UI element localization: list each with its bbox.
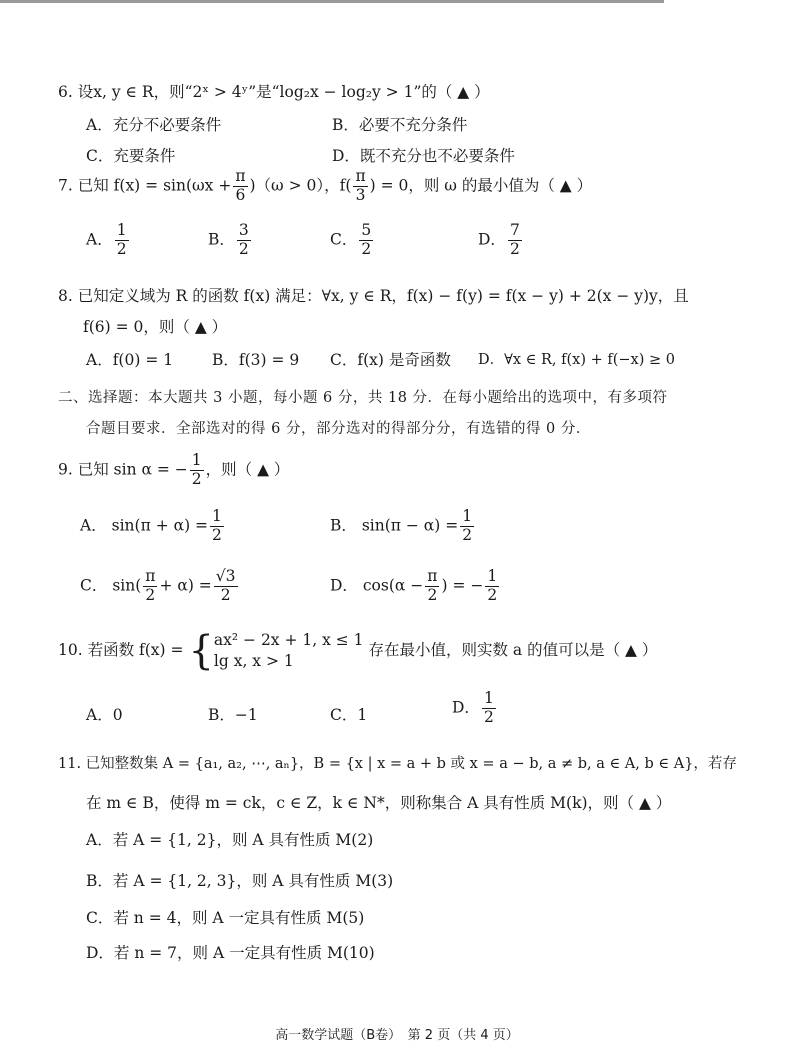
fraction-numerator: π (427, 567, 438, 585)
stem-part: 已知 f(x) = sin(ωx + (77, 176, 232, 195)
option-label: A． (80, 516, 107, 535)
q6-option-a: A．充分不必要条件 (86, 116, 222, 134)
q8-option-c: C．f(x) 是奇函数 (330, 351, 451, 369)
option-expression: cos(α − (362, 576, 424, 595)
question-10-stem (58, 627, 658, 674)
q9-option-a (80, 508, 226, 545)
fraction (425, 568, 439, 605)
stem-part: ) = 0，则 ω 的最小值为（ ▲ ） (369, 176, 593, 195)
stem-part: )（ω > 0），f( (249, 176, 352, 195)
fraction-denominator: 2 (116, 239, 127, 258)
piecewise-definition (214, 630, 364, 672)
question-number: 11. (58, 756, 82, 772)
q10-option-a (86, 703, 123, 725)
fraction-denominator: 2 (483, 707, 494, 726)
fraction-numerator: π (235, 167, 246, 185)
q8-option-d: D．∀x ∈ R, f(x) + f(−x) ≥ 0 (478, 352, 675, 368)
question-number: 10. (58, 640, 83, 659)
question-text: 设x, y ∈ R，则“2ˣ > 4ʸ”是“log₂x − log₂y > 1”的（ ▲ ） (77, 83, 490, 101)
q11-option-c: C．若 n = 4，则 A 一定具有性质 M(5) (86, 909, 365, 927)
question-number: 6. (58, 83, 73, 101)
fraction-numerator: 1 (462, 507, 473, 525)
option-expression: sin(π + α) = (111, 516, 209, 535)
option-expression: sin( (112, 576, 142, 595)
fraction-numerator: √3 (215, 567, 236, 585)
q6-option-b: B．必要不充分条件 (332, 116, 468, 134)
fraction (143, 568, 157, 605)
q6-option-c: C．充要条件 (86, 147, 176, 165)
q9-option-d (330, 568, 501, 605)
question-8-stem-line2: f(6) = 0，则（ ▲ ） (83, 318, 228, 336)
fraction (353, 168, 367, 205)
fraction-numerator: π (145, 567, 156, 585)
fraction (233, 168, 247, 205)
option-label: B． (208, 706, 235, 724)
fraction-denominator: 6 (235, 185, 246, 204)
fraction-numerator: 1 (483, 689, 494, 707)
q9-option-b (330, 508, 476, 545)
fraction-numerator: 1 (191, 451, 202, 469)
q10-option-b (208, 703, 258, 725)
option-expression: + α) = (159, 576, 212, 595)
piece-2: lg x, x > 1 (213, 651, 294, 670)
fraction-numerator: 5 (361, 221, 372, 239)
fraction (115, 222, 129, 259)
fraction (190, 452, 204, 489)
fraction-denominator: 2 (220, 585, 231, 604)
question-6-stem (58, 80, 490, 102)
stem-part: 若函数 f(x) = (87, 640, 184, 659)
page-footer: 高一数学试题（B卷） 第 2 页（共 4 页） (275, 1028, 519, 1043)
fraction-denominator: 2 (212, 525, 222, 544)
section-2-heading: 二、选择题：本大题共 3 小题，每小题 6 分，共 18 分．在每小题给出的选项中，有多项符 (58, 390, 668, 406)
q7-option-c (330, 222, 375, 259)
fraction-denominator: 2 (238, 239, 249, 258)
section-2-instructions: 合题目要求．全部选对的得 6 分，部分选对的得部分分，有选错的得 0 分． (86, 421, 591, 437)
fraction-denominator: 2 (427, 585, 438, 604)
option-label: B． (208, 230, 235, 249)
fraction-numerator: π (355, 167, 366, 185)
fraction (359, 222, 373, 259)
q8-option-a: A．f(0) = 1 (86, 351, 174, 369)
left-brace: { (188, 627, 214, 674)
fraction-numerator: 1 (212, 507, 222, 525)
question-text: 已知整数集 A = {a₁, a₂, ⋯, aₙ}，B = {x | x = a + b 或 x = a − b, a ≠ b, a ∈ A, b ∈ A}，若存 (85, 756, 737, 772)
fraction (482, 690, 496, 727)
question-text: 已知定义域为 R 的函数 f(x) 满足：∀x, y ∈ R，f(x) − f(y) = f(x − y) + 2(x − y)y，且 (77, 287, 689, 305)
option-label: A． (86, 706, 113, 724)
option-label: A． (86, 230, 113, 249)
fraction-numerator: 1 (116, 221, 127, 239)
option-label: D． (452, 698, 480, 717)
fraction-numerator: 1 (487, 567, 498, 585)
question-11-stem-line2: 在 m ∈ B，使得 m = ck，c ∈ Z，k ∈ N*，则称集合 A 具有性质 M(k)，则（ ▲ ） (86, 794, 672, 812)
stem-part: 已知 sin α = − (77, 460, 188, 479)
option-label: B． (330, 516, 357, 535)
question-number: 8. (58, 287, 73, 305)
option-expression: ) = − (441, 576, 484, 595)
question-11-stem (58, 752, 737, 773)
q8-option-b: B．f(3) = 9 (212, 351, 300, 369)
fraction-denominator: 2 (145, 585, 156, 604)
fraction (237, 222, 251, 259)
q10-option-d (452, 690, 498, 727)
fraction-denominator: 3 (355, 185, 366, 204)
option-label: D． (478, 230, 506, 249)
q6-option-d: D．既不充分也不必要条件 (332, 147, 515, 165)
fraction-numerator: 7 (509, 221, 520, 239)
fraction-denominator: 2 (191, 469, 202, 488)
fraction-denominator: 2 (509, 239, 520, 258)
question-7-stem (58, 168, 592, 205)
q9-option-c (80, 568, 240, 605)
fraction-denominator: 2 (462, 525, 473, 544)
q7-option-d (478, 222, 524, 259)
q7-option-b (208, 222, 253, 259)
fraction (210, 508, 224, 545)
option-value: 1 (357, 706, 368, 724)
fraction (508, 222, 522, 259)
fraction-denominator: 2 (361, 239, 372, 258)
fraction-denominator: 2 (487, 585, 498, 604)
option-value: −1 (234, 706, 258, 724)
question-number: 9. (58, 460, 73, 479)
option-label: D． (330, 576, 358, 595)
q11-option-d: D．若 n = 7，则 A 一定具有性质 M(10) (86, 944, 375, 962)
option-value: 0 (112, 706, 123, 724)
fraction (460, 508, 474, 545)
question-9-stem (58, 452, 289, 489)
stem-part: ，则（ ▲ ） (205, 460, 290, 479)
question-8-stem (58, 284, 689, 306)
fraction-numerator: 3 (238, 221, 249, 239)
fraction (214, 568, 238, 605)
option-label: C． (330, 230, 358, 249)
q7-option-a (86, 222, 131, 259)
top-border-line (0, 0, 664, 3)
stem-part: 存在最小值，则实数 a 的值可以是（ ▲ ） (368, 640, 658, 659)
q11-option-a: A．若 A = {1, 2}，则 A 具有性质 M(2) (86, 831, 374, 849)
question-number: 7. (58, 176, 73, 195)
option-label: C． (80, 576, 108, 595)
q11-option-b: B．若 A = {1, 2, 3}，则 A 具有性质 M(3) (86, 872, 394, 890)
option-label: C． (330, 706, 358, 724)
fraction (485, 568, 499, 605)
piece-1: ax² − 2x + 1, x ≤ 1 (213, 631, 364, 649)
q10-option-c (330, 703, 367, 725)
option-expression: sin(π − α) = (361, 516, 459, 535)
